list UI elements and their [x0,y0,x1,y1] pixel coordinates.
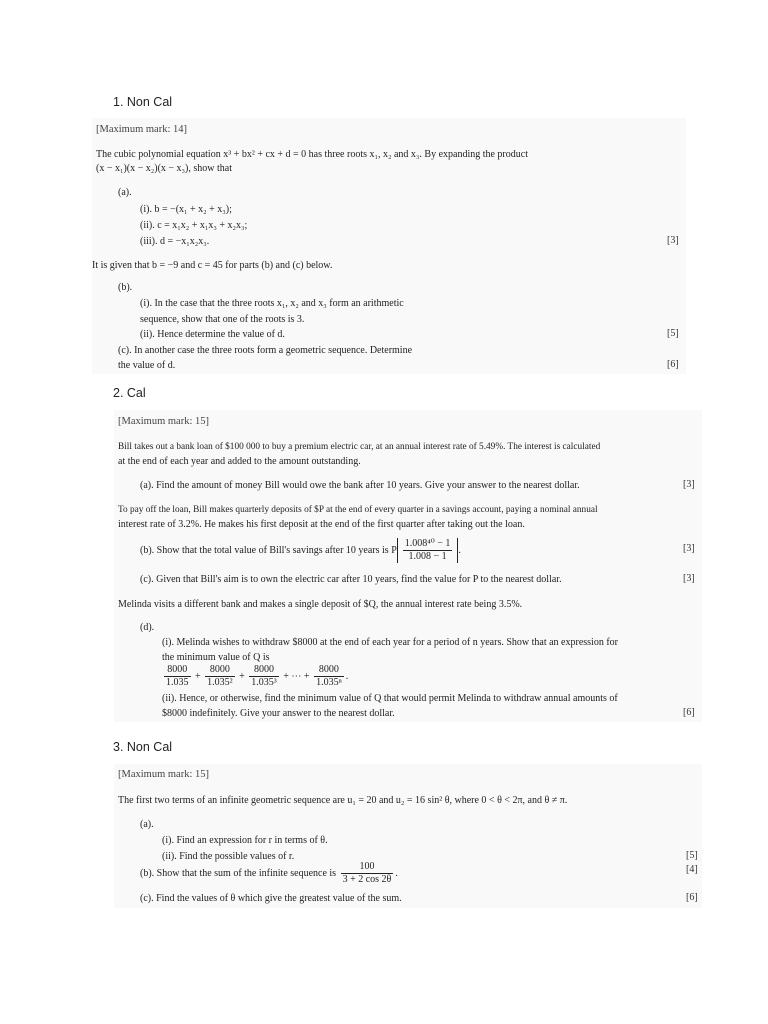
question-2-part-b [140,538,461,563]
fraction-denominator: 1.035³ [251,677,277,688]
question-1-intro-line-2: (x − x₁)(x − x₂)(x − x₃), show that [96,163,232,174]
question-1-given: It is given that b = −9 and c = 45 for parts (b) and (c) below. [92,260,333,271]
question-1-part-c-line-2: the value of d. [118,360,176,371]
question-2-part-b-fraction [403,538,453,563]
series-term-n [314,664,344,689]
fraction-denominator: 1.035 [166,677,189,688]
question-3-part-b [140,861,398,886]
fraction-denominator: 1.008 − 1 [408,551,447,562]
question-2-part-d-ii-line-2: $8000 indefinitely. Give your answer to the nearest dollar. [162,708,395,719]
question-1-max-mark: [Maximum mark: 14] [96,124,187,135]
question-2-intro-line-2: at the end of each year and added to the amount outstanding. [118,456,361,467]
question-3-intro: The first two terms of an infinite geometric sequence are u₁ = 20 and u₂ = 16 sin² θ, where 0 < θ < 2π, and θ ≠ π. [118,795,568,806]
question-1-part-b-mark: [5] [667,328,679,339]
question-3-part-c-mark: [6] [686,892,698,903]
question-1-heading: 1. Non Cal [113,95,173,109]
fraction-numerator: 8000 [164,664,191,677]
question-1-intro-line-1: The cubic polynomial equation x³ + bx² + cx + d = 0 has three roots x₁, x₂ and x₃. By expanding the product [96,149,528,160]
question-3-part-b-mark: [4] [686,864,698,875]
series-term-1 [164,664,191,689]
question-2-heading: 2. Cal [113,386,146,400]
question-2-part-d-ii-line-1: (ii). Hence, or otherwise, find the minimum value of Q that would permit Melinda to withdraw annual amounts of [162,693,618,704]
question-3-part-a-label: (a). [140,819,154,830]
question-2-part-d-i-line-2: the minimum value of Q is [162,652,270,663]
ellipsis-plus: + ⋯ + [283,670,310,682]
question-1-part-a-ii: (ii). c = x₁x₂ + x₁x₃ + x₂x₃; [140,220,248,231]
fraction-denominator: 1.035² [207,677,233,688]
question-1-part-b-i-line-1: (i). In the case that the three roots x₁, x₂ and x₃ form an arithmetic [140,298,404,309]
question-2-part-a: (a). Find the amount of money Bill would owe the bank after 10 years. Give your answer to the nearest dollar. [140,480,580,491]
question-1-part-a-label: (a). [118,187,132,198]
series-term-3 [249,664,279,689]
question-1-part-c-line-1: (c). In another case the three roots form a geometric sequence. Determine [118,345,413,356]
question-2-part-b-tail: . [458,544,461,556]
question-3-part-b-fraction [341,861,394,886]
question-2-part-b-bracket [397,538,459,563]
fraction-numerator: 8000 [314,664,344,677]
question-2-part-c: (c). Given that Bill's aim is to own the electric car after 10 years, find the value for P to the nearest dollar. [140,574,562,585]
question-2-part-d-mark: [6] [683,707,695,718]
question-2-series [162,664,348,689]
fraction-numerator: 8000 [249,664,279,677]
fraction-numerator: 8000 [205,664,235,677]
question-3-part-a-mark: [5] [686,850,698,861]
question-1-part-a-i: (i). b = −(x₁ + x₂ + x₃); [140,204,232,215]
question-2-part-a-mark: [3] [683,479,695,490]
fraction-numerator: 100 [341,861,394,874]
series-tail: . [345,670,349,682]
question-2-payment-line-2: interest rate of 3.2%. He makes his first deposit at the end of the first quarter after taking out the loan. [118,519,525,530]
series-term-2 [205,664,235,689]
question-2-max-mark: [Maximum mark: 15] [118,416,209,427]
question-1-part-c-mark: [6] [667,359,679,370]
question-2-part-d-label: (d). [140,622,155,633]
question-1-part-a-mark: [3] [667,235,679,246]
question-3-heading: 3. Non Cal [113,740,173,754]
fraction-numerator: 1.008⁴⁰ − 1 [404,538,451,549]
question-2-payment-line-1: To pay off the loan, Bill makes quarterly deposits of $P at the end of every quarter in a savings account, paying a nominal annual [118,505,598,515]
question-3-part-c: (c). Find the values of θ which give the greatest value of the sum. [140,893,402,904]
question-1-part-b-ii: (ii). Hence determine the value of d. [140,329,285,340]
fraction-denominator: 1.035ⁿ [316,677,342,688]
question-2-part-b-mark: [3] [683,543,695,554]
question-2-part-d-i-line-1: (i). Melinda wishes to withdraw $8000 at the end of each year for a period of n years. Show that an expression for [162,637,618,648]
question-3-part-b-text: (b). Show that the sum of the infinite sequence is [140,867,337,879]
fraction-denominator: 3 + 2 cos 2θ [342,874,392,885]
question-1-part-a-iii: (iii). d = −x₁x₂x₃. [140,236,210,247]
question-1-part-b-i-line-2: sequence, show that one of the roots is 3. [140,314,305,325]
question-3-part-b-tail: . [395,867,398,879]
question-1-part-b-label: (b). [118,282,133,293]
plus-sign: + [239,670,245,682]
question-2-melinda: Melinda visits a different bank and makes a single deposit of $Q, the annual interest rate being 3.5%. [118,599,523,610]
question-2-intro-line-1: Bill takes out a bank loan of $100 000 to buy a premium electric car, at an annual interest rate of 5.49%. The interest is calculated [118,442,601,452]
question-2-part-b-text: (b). Show that the total value of Bill's savings after 10 years is P [140,544,397,556]
question-3-part-a-i: (i). Find an expression for r in terms of θ. [162,835,328,846]
plus-sign: + [195,670,201,682]
question-3-part-a-ii: (ii). Find the possible values of r. [162,851,295,862]
question-2-part-c-mark: [3] [683,573,695,584]
question-3-max-mark: [Maximum mark: 15] [118,769,209,780]
